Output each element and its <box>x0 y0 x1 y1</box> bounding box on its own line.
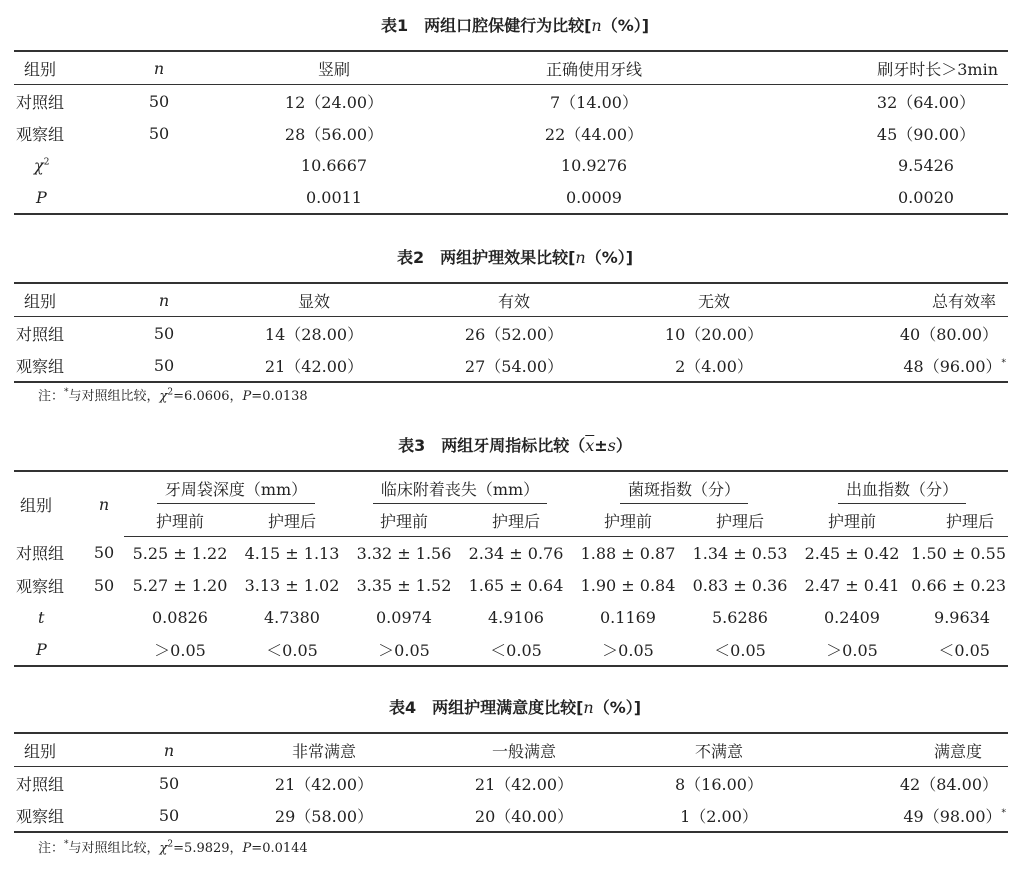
table3-header-row <box>14 471 1008 504</box>
table2 <box>14 282 1008 383</box>
table-row <box>14 799 1008 832</box>
table4-cell: 观察组 <box>14 799 114 832</box>
table3-cell: 5.27 ± 1.20 <box>132 575 228 595</box>
table3-sub-before: 护理前 <box>796 504 908 537</box>
table3-group-label: 出血指数（分） <box>838 477 966 504</box>
table4-caption-prefix: 表4 两组护理满意度比较[ <box>388 698 584 717</box>
table1-cell: 28（56.00） <box>284 124 384 144</box>
table1-cell: 45（90.00） <box>876 124 976 144</box>
note-sup: 2 <box>167 387 174 398</box>
note-text: =0.0138 <box>251 389 308 404</box>
significance-star: * <box>1001 358 1006 369</box>
table3-cell: 0.0826 <box>152 607 208 627</box>
table3-cell: 1.50 ± 0.55 <box>911 543 1006 563</box>
table2-caption-prefix: 表2 两组护理效果比较[ <box>396 248 576 267</box>
table1-cell: 22（44.00） <box>544 124 644 144</box>
table3-cell: 0.0974 <box>376 607 432 627</box>
table4-cell: 21（42.00） <box>274 774 374 794</box>
table3-sub-after: 护理后 <box>684 504 796 537</box>
table4 <box>14 732 1008 833</box>
note-text: 与对照组比较， <box>68 841 160 856</box>
table3-empty-cell <box>84 633 124 666</box>
table1-caption-n: n <box>591 16 602 35</box>
table2-header-col: 无效 <box>614 283 814 317</box>
table4-cell: 50 <box>114 799 224 832</box>
table3-group-header <box>348 471 572 504</box>
chi-sup: 2 <box>43 157 50 168</box>
table2-cell: 40（80.00） <box>899 324 998 344</box>
table2-caption-n: n <box>575 248 586 267</box>
table1-caption-prefix: 表1 两组口腔保健行为比较[ <box>380 16 592 35</box>
table3-caption <box>0 436 1030 456</box>
table3-cell: 观察组 <box>16 576 65 596</box>
table3-cell: 2.45 ± 0.42 <box>804 543 900 563</box>
table4-caption-n: n <box>583 698 594 717</box>
table3-caption-suffix: ） <box>615 436 632 455</box>
table3-cell: 9.9634 <box>934 607 990 627</box>
table4-cell: 对照组 <box>16 774 65 794</box>
table1-cell: 对照组 <box>16 92 65 112</box>
table-row <box>14 117 1008 149</box>
table1-cell: 50 <box>148 123 170 143</box>
note-p: P <box>242 389 252 404</box>
table3-empty-cell <box>84 601 124 633</box>
table2-header-row <box>14 283 1008 317</box>
table3 <box>14 470 1008 667</box>
table-row <box>14 537 1008 570</box>
note-prefix: 注： <box>38 841 65 856</box>
table4-cell: 50 <box>158 773 180 793</box>
table4-cell: 29（58.00） <box>224 799 424 832</box>
table4-header-n: n <box>114 733 224 767</box>
table3-cell: 5.25 ± 1.22 <box>132 543 228 563</box>
note-text: =6.0606， <box>173 389 243 404</box>
table3-sub-after: 护理后 <box>460 504 572 537</box>
table3-caption-x: $\overline{x}$ <box>585 436 595 455</box>
table4-header-col: 非常满意 <box>224 733 424 767</box>
table1-caption-suffix: （%）] <box>601 16 650 35</box>
table3-header-group: 组别 <box>14 471 84 537</box>
table3-sub-after: 护理后 <box>236 504 348 537</box>
table-row <box>14 149 1008 181</box>
table-row <box>14 767 1008 800</box>
note-sup: 2 <box>167 839 174 850</box>
table3-cell: 对照组 <box>16 544 65 564</box>
note-chi: χ <box>159 841 168 856</box>
table3-caption-prefix: 表3 两组牙周指标比较（ <box>398 436 586 455</box>
table4-header-col: 不满意 <box>624 733 814 767</box>
table1-cell: 观察组 <box>16 124 65 144</box>
table1-empty-cell <box>114 181 204 214</box>
table4-cell: 1（2.00） <box>624 799 814 832</box>
table3-cell: ＞0.05 <box>796 633 908 666</box>
table3-group-label: 临床附着丧失（mm） <box>373 477 547 504</box>
table3-group-label: 菌斑指数（分） <box>620 477 748 504</box>
table4-cell: 42（84.00） <box>899 774 998 794</box>
table3-cell: 1.90 ± 0.84 <box>580 575 676 595</box>
table1-caption <box>0 16 1030 36</box>
table1-header-n: n <box>114 51 204 85</box>
table-row <box>14 349 1008 382</box>
table3-cell: 0.66 ± 0.23 <box>911 575 1006 595</box>
table1-cell: 7（14.00） <box>550 92 638 112</box>
table-row <box>14 601 1008 633</box>
table1-empty-cell <box>114 149 204 181</box>
table3-group-header <box>572 471 796 504</box>
table3-cell: 0.1169 <box>600 607 656 627</box>
table4-header-col: 满意度 <box>814 733 1008 767</box>
note-star: * <box>64 387 69 398</box>
table2-cell: 26（52.00） <box>464 324 564 344</box>
table3-sub-before: 护理前 <box>348 504 460 537</box>
table2-header-group: 组别 <box>14 283 114 317</box>
note-star: * <box>64 839 69 850</box>
table4-header-group: 组别 <box>14 733 114 767</box>
table3-cell: 1.88 ± 0.87 <box>580 543 676 563</box>
table3-group-header <box>124 471 348 504</box>
table3-cell: ＜0.05 <box>460 633 572 666</box>
table2-caption <box>0 248 1030 268</box>
table3-cell: ＜0.05 <box>236 633 348 666</box>
table3-cell: ＜0.05 <box>908 633 1008 666</box>
note-text: =0.0144 <box>251 841 308 856</box>
table1-cell: 10.9276 <box>560 155 628 175</box>
table3-t-label: t <box>38 607 45 627</box>
table4-cell: 8（16.00） <box>675 774 763 794</box>
table2-cell-value: 48（96.00） <box>903 356 1002 376</box>
table3-cell: 0.2409 <box>824 607 880 627</box>
note-text: 与对照组比较， <box>68 389 160 404</box>
table2-cell: 50 <box>114 349 214 382</box>
table4-caption <box>0 698 1030 718</box>
table-row <box>14 633 1008 666</box>
note-chi: χ <box>159 389 168 404</box>
table2-cell: 27（54.00） <box>414 349 614 382</box>
table1-cell: 32（64.00） <box>876 92 976 112</box>
table3-cell: ＜0.05 <box>684 633 796 666</box>
table3-cell: 4.7380 <box>264 607 320 627</box>
table3-header-n: n <box>84 471 124 537</box>
table1-header-col: 竖刷 <box>204 51 464 85</box>
table-row <box>14 317 1008 350</box>
table2-cell: 50 <box>153 323 175 343</box>
table2-header-col: 显效 <box>214 283 414 317</box>
table3-group-header <box>796 471 1008 504</box>
table2-cell: 14（28.00） <box>264 324 364 344</box>
table3-cell: 2.34 ± 0.76 <box>468 543 564 563</box>
table4-header-row <box>14 733 1008 767</box>
table2-header-col: 总有效率 <box>814 283 1008 317</box>
table3-group-label: 牙周袋深度（mm） <box>157 477 315 504</box>
table3-sub-before: 护理前 <box>572 504 684 537</box>
note-p: P <box>242 841 252 856</box>
table3-sub-after: 护理后 <box>908 504 1008 537</box>
table1-cell: 0.0020 <box>724 181 1008 214</box>
table3-cell: 4.15 ± 1.13 <box>244 543 340 563</box>
table1-cell: 0.0011 <box>204 181 464 214</box>
table3-caption-pm: ± <box>594 436 608 455</box>
note-prefix: 注： <box>38 389 65 404</box>
table4-cell-starred <box>814 799 1008 832</box>
table2-caption-suffix: （%）] <box>585 248 634 267</box>
table4-note <box>38 840 308 858</box>
table2-cell: 21（42.00） <box>214 349 414 382</box>
table3-cell: 3.32 ± 1.56 <box>356 543 452 563</box>
table-row <box>14 569 1008 601</box>
table1-cell: 9.5426 <box>898 155 954 175</box>
table-row <box>14 181 1008 214</box>
table1-cell: 12（24.00） <box>284 92 384 112</box>
table2-header-col: 有效 <box>414 283 614 317</box>
table1-chi-label <box>14 149 114 181</box>
note-text: =5.9829， <box>173 841 243 856</box>
table2-cell: 观察组 <box>14 349 114 382</box>
significance-star: * <box>1001 808 1006 819</box>
table3-cell: ＞0.05 <box>124 633 236 666</box>
table2-header-n: n <box>114 283 214 317</box>
table4-header-col: 一般满意 <box>424 733 624 767</box>
table3-cell: 3.13 ± 1.02 <box>244 575 340 595</box>
table2-note <box>38 388 308 406</box>
table3-cell: 1.34 ± 0.53 <box>692 543 788 563</box>
table3-cell: 3.35 ± 1.52 <box>356 575 452 595</box>
table3-cell: ＞0.05 <box>348 633 460 666</box>
table1-cell: 0.0009 <box>464 181 724 214</box>
table1-header-row <box>14 51 1008 85</box>
table1-cell: 50 <box>148 91 170 111</box>
table3-subheader-row <box>14 504 1008 537</box>
chi-symbol: χ <box>34 155 44 175</box>
table4-cell: 20（40.00） <box>424 799 624 832</box>
table3-cell: 50 <box>93 575 115 595</box>
table-row <box>14 85 1008 118</box>
table2-cell: 2（4.00） <box>614 349 814 382</box>
table3-cell: ＞0.05 <box>572 633 684 666</box>
table4-caption-suffix: （%）] <box>593 698 642 717</box>
table3-cell: 1.65 ± 0.64 <box>468 575 564 595</box>
table3-p-label: P <box>14 633 84 666</box>
table3-caption-s: s <box>607 436 616 455</box>
table2-cell: 10（20.00） <box>664 324 764 344</box>
table3-cell: 0.83 ± 0.36 <box>692 575 788 595</box>
table2-cell-starred <box>814 349 1008 382</box>
table1-header-group: 组别 <box>14 51 114 85</box>
table3-cell: 4.9106 <box>488 607 544 627</box>
table1-header-col: 正确使用牙线 <box>464 51 724 85</box>
table3-cell: 2.47 ± 0.41 <box>804 575 900 595</box>
table1-header-col: 刷牙时长＞3min <box>724 51 1008 85</box>
table1-cell: 10.6667 <box>300 155 368 175</box>
table3-cell: 5.6286 <box>712 607 768 627</box>
table3-cell: 50 <box>93 543 115 563</box>
table1-p-label: P <box>14 181 114 214</box>
table3-sub-before: 护理前 <box>124 504 236 537</box>
table4-cell: 21（42.00） <box>474 774 574 794</box>
table4-cell-value: 49（98.00） <box>903 806 1002 826</box>
table2-cell: 对照组 <box>16 324 65 344</box>
table1 <box>14 50 1008 215</box>
